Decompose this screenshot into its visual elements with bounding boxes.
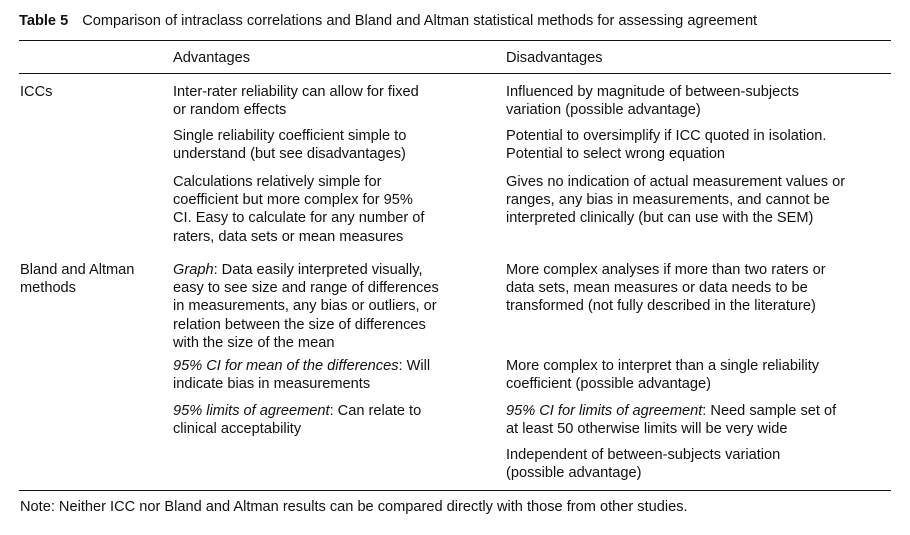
text-line: More complex to interpret than a single reliability xyxy=(506,358,820,374)
text-line: data sets, mean measures or data needs to be xyxy=(506,280,808,297)
italic-term: 95% CI for limits of agreement xyxy=(506,403,703,419)
text-line: with the size of the mean xyxy=(173,334,335,351)
top-rule xyxy=(19,40,891,41)
text-line: Potential to select wrong equation xyxy=(506,146,726,163)
text-line: at least 50 otherwise limits will be very wide xyxy=(506,421,788,438)
text-line: or random effects xyxy=(173,102,287,119)
text-line: coefficient but more complex for 95% xyxy=(173,192,413,209)
text-line: Potential to oversimplify if ICC quoted in isolation. xyxy=(506,128,827,144)
table-note: Note: Neither ICC nor Bland and Altman results can be compared directly with those from other studies. xyxy=(20,499,688,515)
italic-term: 95% limits of agreement xyxy=(173,403,330,419)
header-rule xyxy=(19,73,891,74)
ba-advantage-1 xyxy=(173,261,439,352)
icc-advantage-3 xyxy=(173,173,424,246)
text-line: Calculations relatively simple for xyxy=(173,174,382,190)
text-run: : Data easily interpreted visually, xyxy=(213,262,423,278)
ba-disadvantage-1 xyxy=(506,261,826,316)
text-run: : Will xyxy=(398,358,431,374)
ba-disadvantage-2 xyxy=(506,357,819,393)
text-line: raters, data sets or mean measures xyxy=(173,228,404,245)
text-line: Influenced by magnitude of between-subjects xyxy=(506,84,799,100)
text-line: Bland and Altman xyxy=(20,262,135,278)
icc-advantage-1 xyxy=(173,83,419,119)
table-title: Comparison of intraclass correlations and Bland and Altman statistical methods for assessing agreement xyxy=(82,13,758,29)
icc-disadvantage-1 xyxy=(506,83,799,119)
ba-disadvantage-4 xyxy=(506,446,780,482)
ba-disadvantage-3 xyxy=(506,402,836,438)
text-line: in measurements, any bias or outliers, or xyxy=(173,298,437,315)
text-line: easy to see size and range of differences xyxy=(173,280,439,297)
text-line: transformed (not fully described in the literature) xyxy=(506,298,816,315)
header-disadvantages: Disadvantages xyxy=(506,50,603,66)
text-line: More complex analyses if more than two raters or xyxy=(506,262,826,278)
text-line: Gives no indication of actual measurement values or xyxy=(506,174,846,190)
text-line: indicate bias in measurements xyxy=(173,376,371,393)
italic-term: 95% CI for mean of the differences xyxy=(173,358,399,374)
text-line: ranges, any bias in measurements, and cannot be xyxy=(506,192,830,209)
text-run: : Can relate to xyxy=(329,403,422,419)
ba-advantage-2 xyxy=(173,357,430,393)
text-line: Inter-rater reliability can allow for fixed xyxy=(173,84,419,100)
text-line: CI. Easy to calculate for any number of xyxy=(173,210,425,227)
ba-advantage-3 xyxy=(173,402,421,438)
table-caption xyxy=(19,12,757,30)
text-line: interpreted clinically (but can use with the SEM) xyxy=(506,210,814,227)
italic-term: Graph xyxy=(173,262,214,278)
text-line: (possible advantage) xyxy=(506,465,642,482)
text-line: variation (possible advantage) xyxy=(506,102,701,119)
row-label-iccs: ICCs xyxy=(20,84,53,100)
text-line: Independent of between-subjects variation xyxy=(506,447,781,463)
icc-disadvantage-3 xyxy=(506,173,845,228)
header-advantages: Advantages xyxy=(173,50,251,66)
bottom-rule xyxy=(19,490,891,491)
text-run: : Need sample set of xyxy=(702,403,837,419)
text-line: methods xyxy=(20,280,76,297)
text-line: clinical acceptability xyxy=(173,421,302,438)
icc-advantage-2 xyxy=(173,127,406,163)
text-line: coefficient (possible advantage) xyxy=(506,376,711,393)
text-line: Single reliability coefficient simple to xyxy=(173,128,407,144)
text-line: relation between the size of differences xyxy=(173,316,426,333)
icc-disadvantage-2 xyxy=(506,127,826,163)
text-line: understand (but see disadvantages) xyxy=(173,146,406,163)
row-label-bland-altman xyxy=(20,261,134,297)
table-label: Table 5 xyxy=(19,13,69,29)
